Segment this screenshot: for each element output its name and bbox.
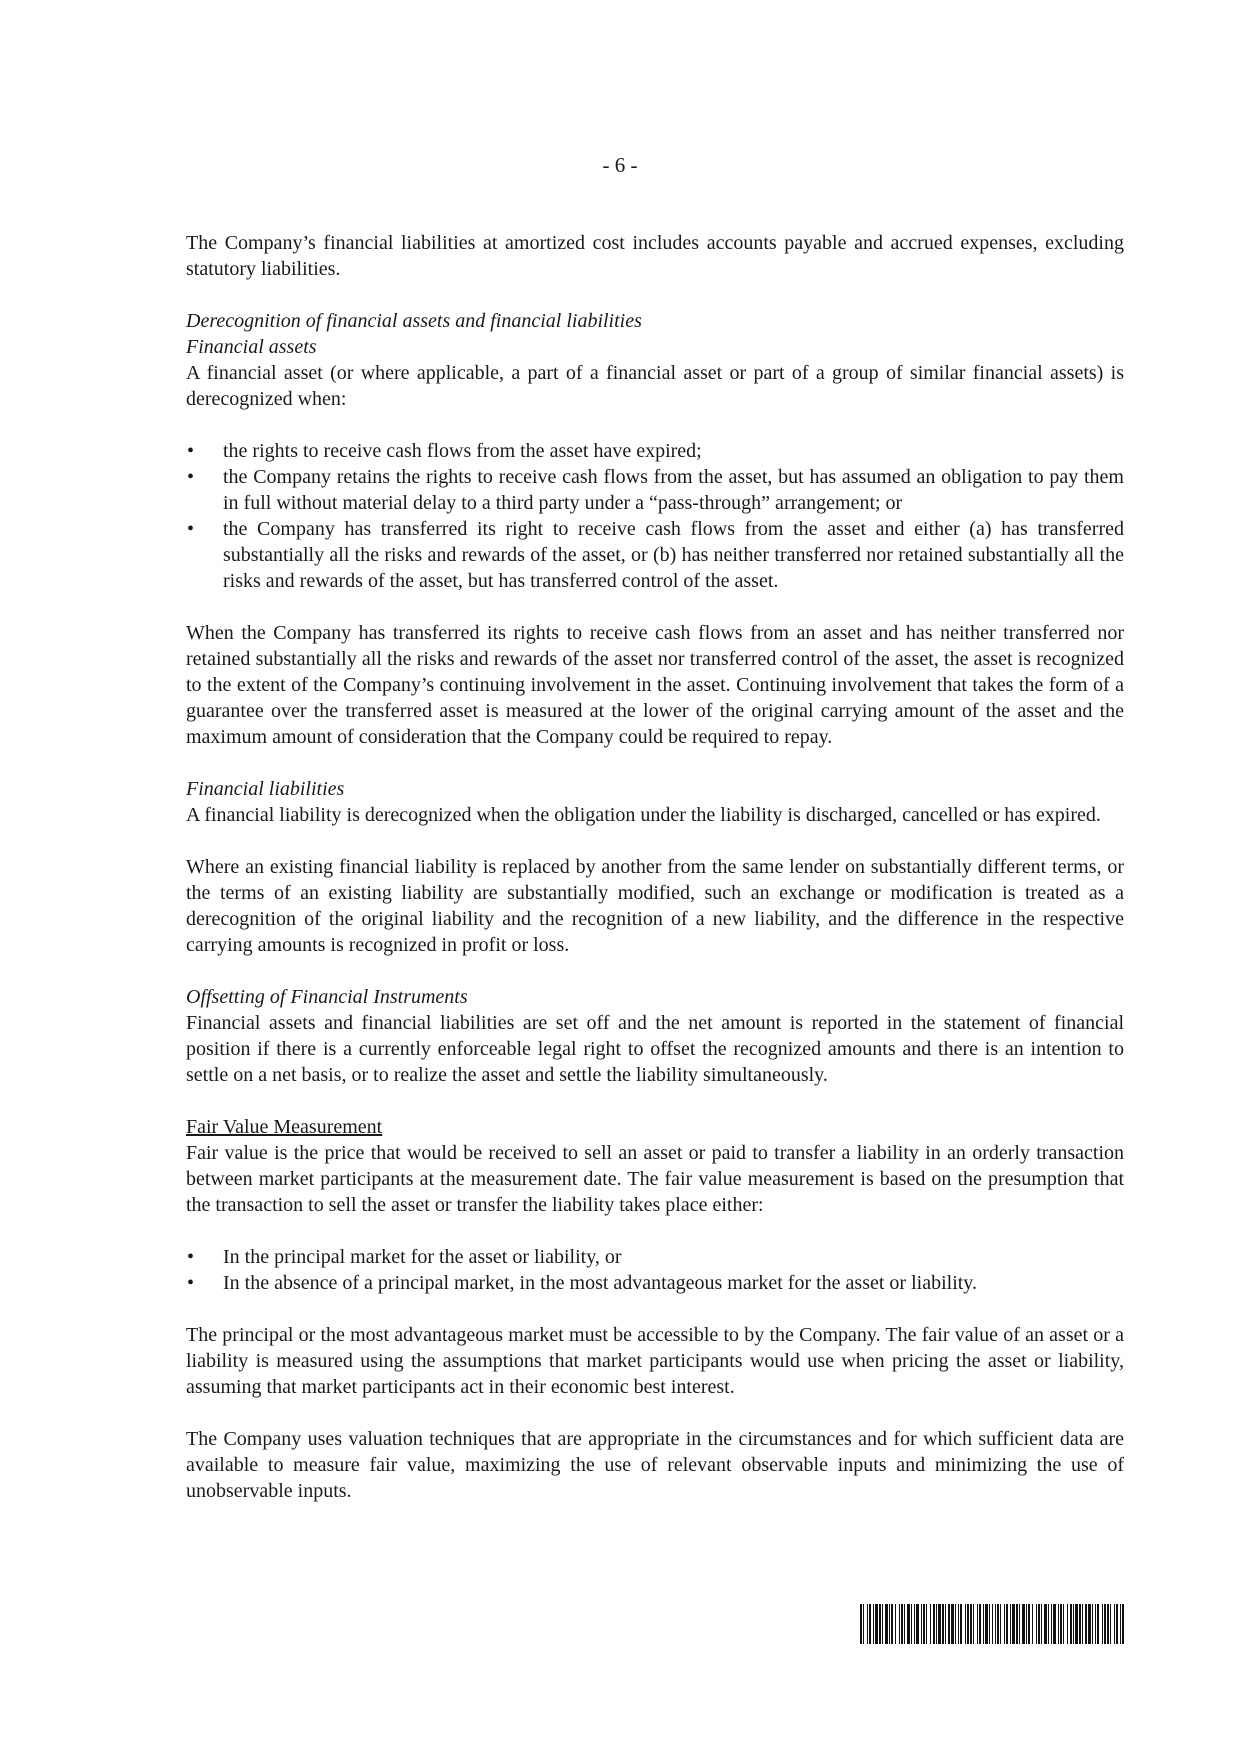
list-item [186, 1270, 1124, 1296]
fair-value-paragraph: Fair value is the price that would be received to sell an asset or paid to transfer a liability in an orderly transaction between market participants at the measurement date. The fair value measurement is based on the presumption that the transaction to sell the asset or transfer the liability takes place either: [186, 1142, 1124, 1216]
barcode-bar [914, 1604, 915, 1644]
barcode-bar [879, 1604, 881, 1644]
barcode-bar [1067, 1604, 1068, 1644]
barcode-bar [1070, 1604, 1072, 1644]
bullet-icon: • [187, 1272, 195, 1294]
barcode-bar [1038, 1604, 1040, 1644]
barcode-bar [1120, 1604, 1121, 1644]
barcode-bar [1114, 1604, 1115, 1644]
barcode-bar [1048, 1604, 1049, 1644]
barcode-bar [1102, 1604, 1103, 1644]
barcode-bar [992, 1604, 993, 1644]
barcode-bar [979, 1604, 981, 1644]
barcode-bar [936, 1604, 937, 1644]
barcode-bar [983, 1604, 984, 1644]
barcode-bar [973, 1604, 974, 1644]
barcode-bar [1026, 1604, 1027, 1644]
continuing-involvement-paragraph: When the Company has transferred its rights to receive cash flows from an asset and has neither transferred nor retained substantially all the risks and rewards of the asset nor transferred control of the asset, the asset is recognized to the extent of the Company’s continuing involvement in the asset. Continuing involvement that takes the form of a guarantee over the transferred asset is measured at the lower of the original carrying amount of the asset and the maximum amount of consideration that the Company could be required to repay. [186, 622, 1124, 748]
fair-value-heading-text: Fair Value Measurement [186, 1116, 383, 1138]
barcode-bar [1107, 1604, 1109, 1644]
barcode-bar [1097, 1604, 1099, 1644]
barcode-bar [889, 1604, 890, 1644]
intro-paragraph: The Company’s financial liabilities at amortized cost includes accounts payable and accrued expenses, excluding statutory liabilities. [186, 232, 1124, 280]
barcode-bar [995, 1604, 996, 1644]
barcode-bar [1082, 1604, 1083, 1644]
list-item-text: the rights to receive cash flows from the asset have expired; [223, 440, 702, 462]
valuation-techniques-paragraph: The Company uses valuation techniques that are appropriate in the circumstances and for which sufficient data are available to measure fair value, maximizing the use of relevant observable inputs and minimizing the use of unobservable inputs. [186, 1428, 1124, 1502]
barcode-bar [967, 1604, 969, 1644]
barcode-bar [965, 1604, 966, 1644]
barcode-bar [1044, 1604, 1047, 1644]
barcode-bar [933, 1604, 935, 1644]
barcode-bar [1122, 1604, 1124, 1644]
barcode-bar [1028, 1604, 1030, 1644]
financial-liabilities-paragraph: A financial liability is derecognized when the obligation under the liability is discharged, cancelled or has expired. [186, 804, 1101, 826]
barcode-bar [875, 1604, 878, 1644]
barcode-bar [1075, 1604, 1078, 1644]
offsetting-paragraph: Financial assets and financial liabilities are set off and the net amount is reported in the statement of financial position if there is a currently enforceable legal right to offset the recognized amounts and there is an intention to settle on a net basis, or to realize the asset and settle the liability simultaneously. [186, 1012, 1124, 1086]
barcode-bar [1110, 1604, 1111, 1644]
barcode-bar [926, 1604, 927, 1644]
financial-assets-paragraph: A financial asset (or where applicable, a part of a financial asset or part of a group of similar financial assets) is derecognized when: [186, 362, 1124, 410]
barcode-bar [1063, 1604, 1064, 1644]
barcode-bar [1012, 1604, 1015, 1644]
barcode-bar [1092, 1604, 1093, 1644]
bullet-icon: • [187, 518, 195, 540]
list-item [186, 464, 1124, 516]
barcode-bar [1095, 1604, 1096, 1644]
barcode-bar [1022, 1604, 1025, 1644]
liability-replacement-paragraph: Where an existing financial liability is replaced by another from the same lender on substantially different terms, or the terms of an existing liability are substantially modified, such an exchange or modification is treated as a derecognition of the original liability and the recognition of a new liability, and the difference in the respective carrying amounts is recognized in profit or loss. [186, 856, 1124, 956]
financial-assets-heading: Financial assets [186, 336, 317, 358]
barcode-bar [938, 1604, 941, 1644]
list-item [186, 438, 1124, 464]
barcode-bar [860, 1604, 862, 1644]
barcode-bar [1073, 1604, 1074, 1644]
barcode-bar [977, 1604, 978, 1644]
bullet-icon: • [187, 466, 195, 488]
barcode-bar [911, 1604, 912, 1644]
barcode-bar [930, 1604, 931, 1644]
barcode-bar [882, 1604, 883, 1644]
barcode-bar [1085, 1604, 1087, 1644]
barcode-bar [1006, 1604, 1008, 1644]
barcode-bar [1053, 1604, 1056, 1644]
barcode-bar [923, 1604, 925, 1644]
barcode-bar [1004, 1604, 1005, 1644]
barcode-bar [997, 1604, 999, 1644]
fair-value-bullet-list [186, 1244, 1124, 1296]
barcode-bar [1060, 1604, 1062, 1644]
barcode-bar [1010, 1604, 1011, 1644]
barcode-bar [1016, 1604, 1018, 1644]
barcode-bar [916, 1604, 919, 1644]
barcode-bar [1079, 1604, 1081, 1644]
offsetting-heading: Offsetting of Financial Instruments [186, 986, 468, 1008]
list-item-text: In the absence of a principal market, in the most advantageous market for the asset or liability. [223, 1272, 978, 1294]
barcode-bar [960, 1604, 962, 1644]
list-item-text: the Company has transferred its right to receive cash flows from the asset and either (a) has transferred substantially all the risks and rewards of the asset, or (b) has neither transferred nor retained substantially all the risks and rewards of the asset, but has transferred control of the asset. [223, 518, 1124, 592]
list-item [186, 1244, 1124, 1270]
barcode-bar [948, 1604, 950, 1644]
barcode-bar [1104, 1604, 1106, 1644]
bullet-icon: • [187, 1246, 195, 1268]
barcode-bar [1032, 1604, 1033, 1644]
principal-market-paragraph: The principal or the most advantageous market must be accessible to by the Company. The fair value of an asset or a liability is measured using the assumptions that market participants would use when pricing the asset or liability, assuming that market participants act in their economic best interest. [186, 1324, 1124, 1398]
barcode-bar [1036, 1604, 1037, 1644]
barcode-image [860, 1604, 1124, 1644]
barcode-bar [869, 1604, 871, 1644]
fair-value-heading [186, 1114, 1124, 1140]
list-item [186, 516, 1124, 594]
list-item-text: In the principal market for the asset or liability, or [223, 1246, 622, 1268]
barcode-bar [1041, 1604, 1042, 1644]
barcode-bar [899, 1604, 900, 1644]
barcode-bar [1116, 1604, 1118, 1644]
barcode-bar [867, 1604, 868, 1644]
barcode-bar [945, 1604, 946, 1644]
barcode-bar [921, 1604, 922, 1644]
barcode-bar [1058, 1604, 1059, 1644]
barcode-bar [901, 1604, 903, 1644]
barcode-bar [1000, 1604, 1001, 1644]
page-number: - 6 - [602, 153, 638, 177]
barcode-bar [1088, 1604, 1091, 1644]
financial-liabilities-heading: Financial liabilities [186, 778, 345, 800]
barcode-bar [895, 1604, 896, 1644]
barcode-bar [907, 1604, 910, 1644]
bullet-icon: • [187, 440, 195, 462]
barcode-bar [958, 1604, 959, 1644]
derecognition-heading: Derecognition of financial assets and financial liabilities [186, 310, 642, 332]
barcode-bar [904, 1604, 905, 1644]
page-content [186, 230, 1124, 1504]
barcode-bar [989, 1604, 990, 1644]
barcode-bar [885, 1604, 888, 1644]
barcode-bar [951, 1604, 954, 1644]
list-item-text: the Company retains the rights to receive cash flows from the asset, but has assumed an obligation to pay them in full without material delay to a third party under a “pass-through” arrangement; or [223, 466, 1124, 514]
barcode-bar [1051, 1604, 1052, 1644]
derecognition-bullet-list [186, 438, 1124, 594]
barcode-bar [1019, 1604, 1020, 1644]
barcode-bar [873, 1604, 874, 1644]
barcode-bar [955, 1604, 956, 1644]
barcode-bar [985, 1604, 988, 1644]
barcode-bar [970, 1604, 972, 1644]
barcode-bar [863, 1604, 864, 1644]
barcode-bar [891, 1604, 893, 1644]
barcode-bar [942, 1604, 944, 1644]
